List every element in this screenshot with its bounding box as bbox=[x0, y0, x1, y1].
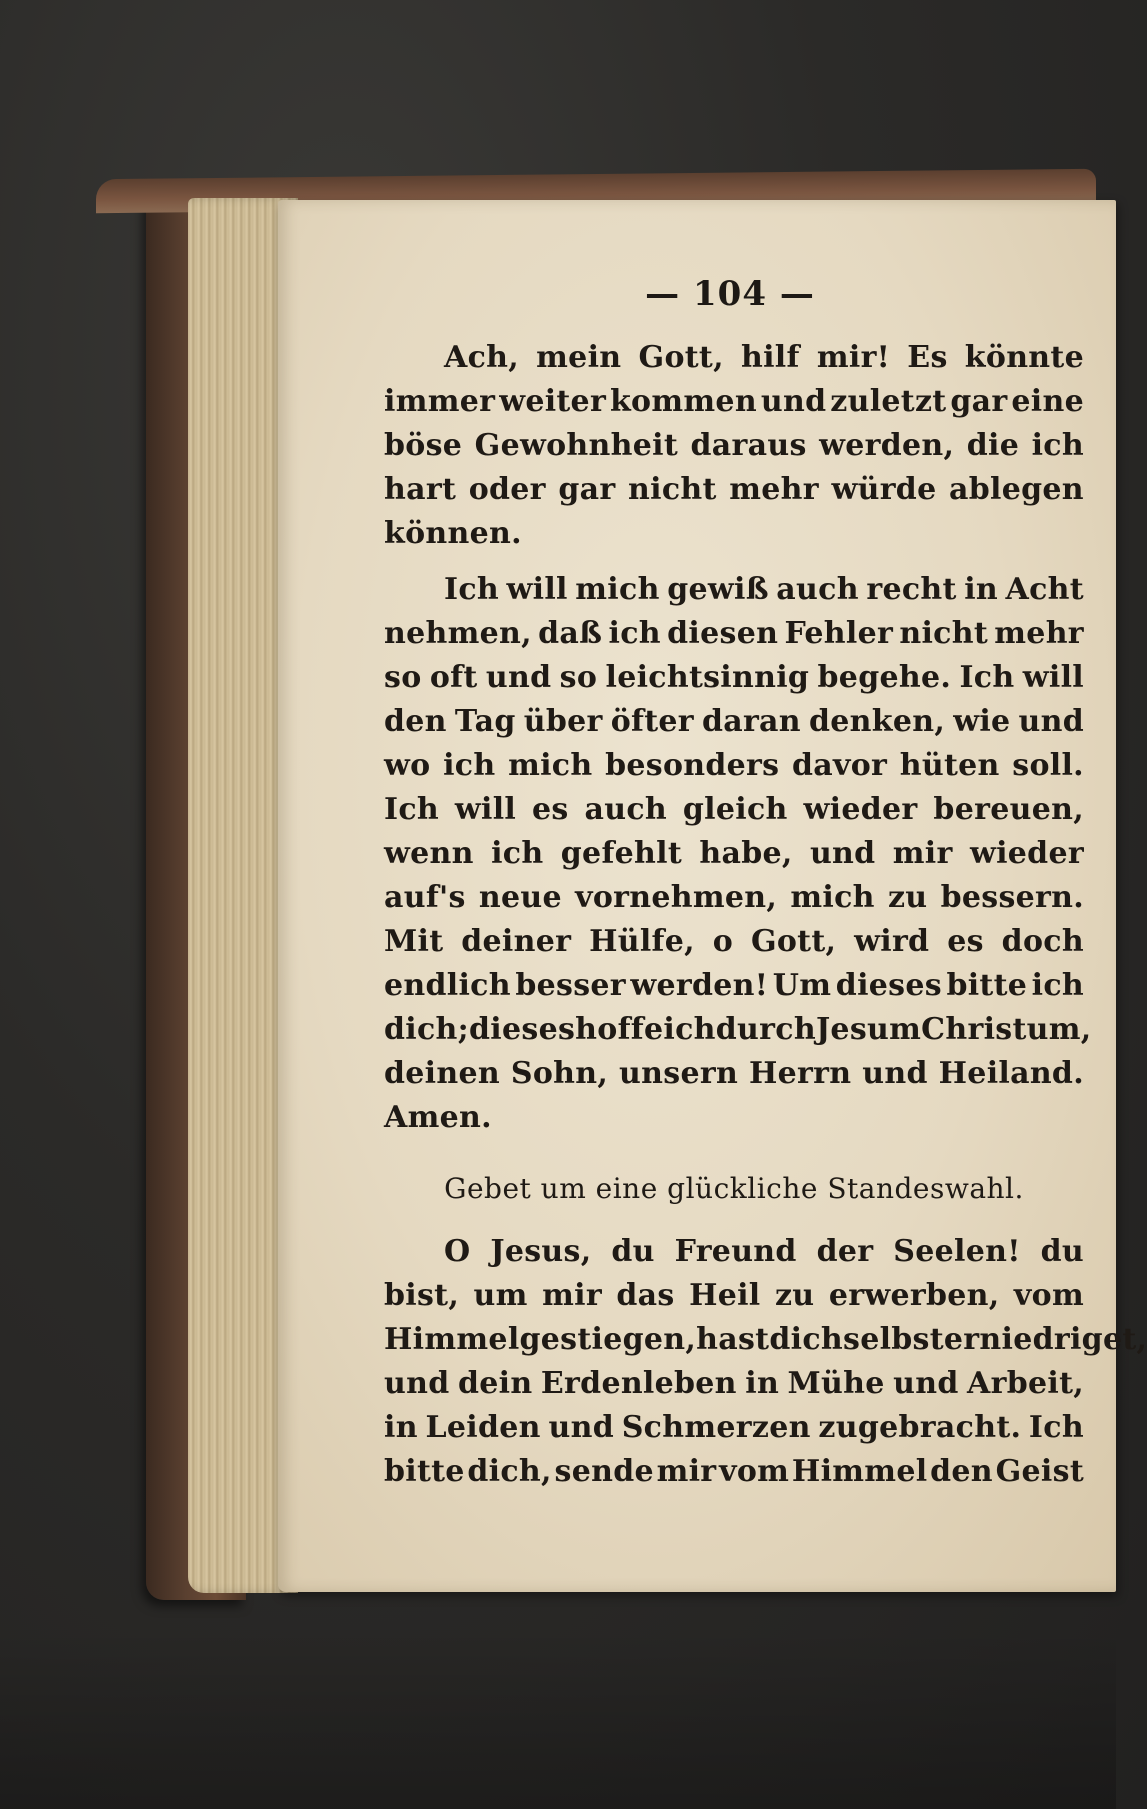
text-line: deinen Sohn, unsern Herrn und Heiland. bbox=[384, 1056, 1084, 1091]
text-line: Ich will es auch gleich wieder bereuen, bbox=[384, 792, 1084, 827]
text-line: Ich will mich gewiß auch recht in Acht bbox=[444, 572, 1084, 607]
text-line: wo ich mich besonders davor hüten soll. bbox=[384, 748, 1084, 783]
text-line: nehmen, daß ich diesen Fehler nicht mehr bbox=[384, 616, 1084, 651]
text-line: und dein Erdenleben in Mühe und Arbeit, bbox=[384, 1366, 1084, 1401]
text-line: Ach, mein Gott, hilf mir! Es könnte bbox=[444, 340, 1084, 375]
text-line: auf's neue vornehmen, mich zu bessern. bbox=[384, 880, 1084, 915]
text-line: bist, um mir das Heil zu erwerben, vom bbox=[384, 1278, 1084, 1313]
text-line: können. bbox=[384, 516, 522, 551]
text-line: Himmel gestiegen, hast dich selbst erniedriget, bbox=[384, 1322, 1147, 1357]
text-line: in Leiden und Schmerzen zugebracht. Ich bbox=[384, 1410, 1084, 1445]
text-line: wenn ich gefehlt habe, und mir wieder bbox=[384, 836, 1084, 871]
page-number: — 104 — bbox=[645, 274, 815, 314]
text-line: dich; dieses hoffe ich durch Jesum Christum, bbox=[384, 1012, 1092, 1047]
section-heading: Gebet um eine glückliche Standeswahl. bbox=[444, 1172, 1024, 1205]
text-line: Amen. bbox=[384, 1100, 492, 1135]
text-line: endlich besser werden! Um dieses bitte ich bbox=[384, 968, 1084, 1003]
text-line: böse Gewohnheit daraus werden, die ich bbox=[384, 428, 1084, 463]
bottom-shadow bbox=[0, 1629, 1116, 1809]
text-line: bitte dich, sende mir vom Himmel den Geist bbox=[384, 1454, 1084, 1489]
text-line: den Tag über öfter daran denken, wie und bbox=[384, 704, 1084, 739]
text-line: hart oder gar nicht mehr würde ablegen bbox=[384, 472, 1084, 507]
text-line: immer weiter kommen und zuletzt gar eine bbox=[384, 384, 1084, 419]
text-line: so oft und so leichtsinnig begehe. Ich will bbox=[384, 660, 1084, 695]
text-line: O Jesus, du Freund der Seelen! du bbox=[444, 1234, 1084, 1269]
text-line: Mit deiner Hülfe, o Gott, wird es doch bbox=[384, 924, 1084, 959]
